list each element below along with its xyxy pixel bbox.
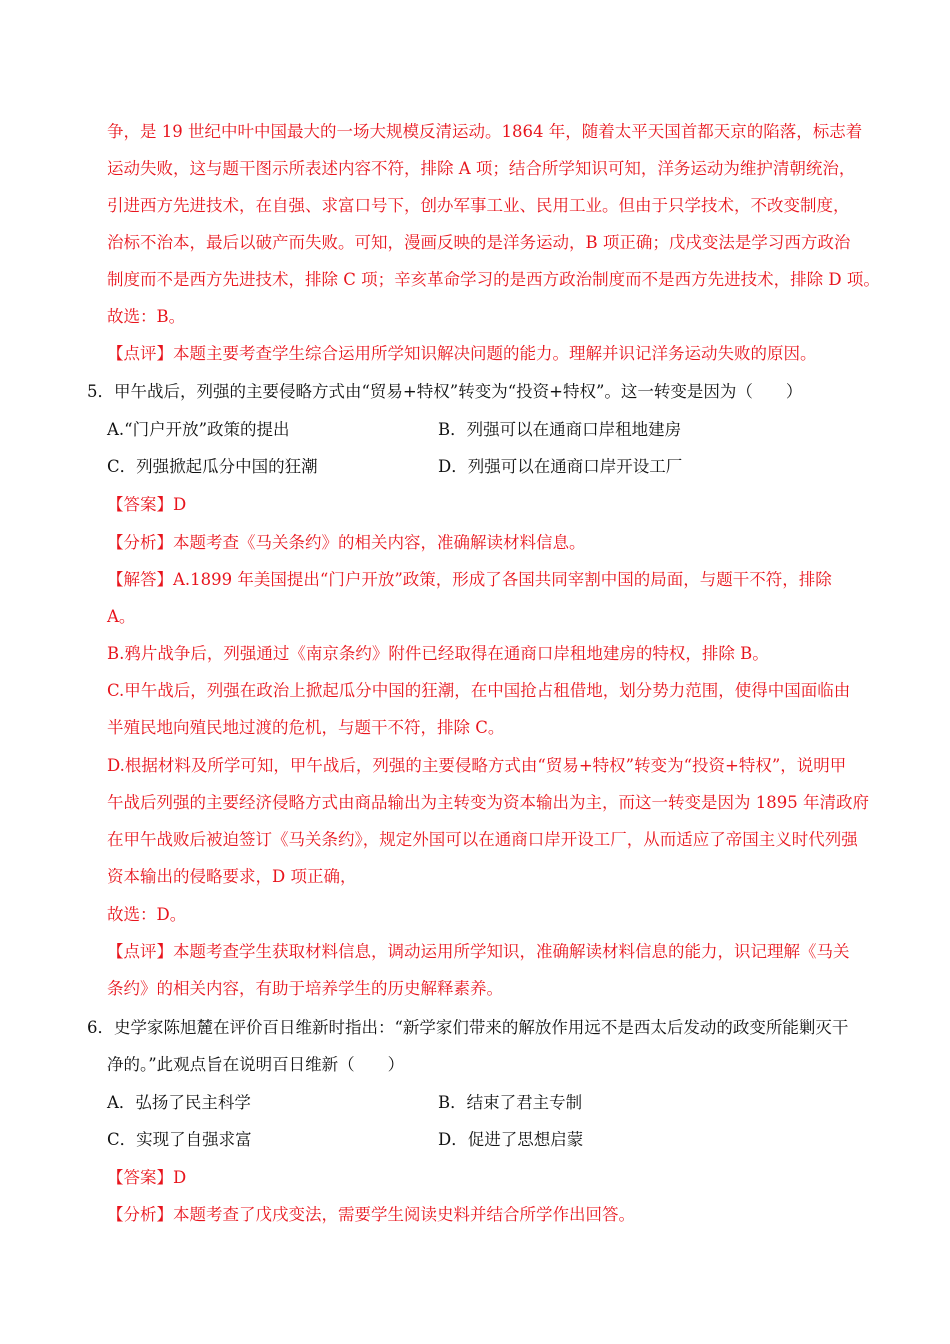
- q5-solution-line: 故选：D。: [107, 905, 187, 924]
- q5-solution-line: B.鸦片战争后，列强通过《南京条约》附件已经取得在通商口岸租地建房的特权，排除 B。: [107, 644, 769, 663]
- solution-continuation-line: 运动失败，这与题干图示所表述内容不符，排除 A 项；结合所学知识可知，洋务运动为维护清朝统治，: [107, 159, 856, 178]
- solution-continuation-line: 争，是 19 世纪中叶中国最大的一场大规模反清运动。1864 年，随着太平天国首都天京的陷落，标志着: [107, 122, 863, 141]
- q5-option-a: A.“门户开放”政策的提出: [107, 420, 290, 439]
- q5-option-c: C．列强掀起瓜分中国的狂潮: [107, 457, 318, 476]
- q5-solution-line: 资本输出的侵略要求，D 项正确，: [107, 867, 357, 886]
- q6-analysis: 【分析】本题考查了戊戌变法，需要学生阅读史料并结合所学作出回答。: [107, 1205, 635, 1224]
- q5-review-line: 条约》的相关内容，有助于培养学生的历史解释素养。: [107, 979, 503, 998]
- solution-continuation-line: 治标不治本，最后以破产而失败。可知，漫画反映的是洋务运动，B 项正确；戊戌变法是学习西方政治: [107, 233, 851, 252]
- q6-option-d: D．促进了思想启蒙: [438, 1130, 584, 1149]
- q5-solution-line: C.甲午战后，列强在政治上掀起瓜分中国的狂潮，在中国抢占租借地，划分势力范围，使得中国面临由: [107, 681, 851, 700]
- question-5-stem: 5．甲午战后，列强的主要侵略方式由“贸易+特权”转变为“投资+特权”。这一转变是因为（ ）: [87, 382, 803, 401]
- review-q4: 【点评】本题主要考查学生综合运用所学知识解决问题的能力。理解并识记洋务运动失败的原因。: [107, 344, 817, 363]
- q5-review-line: 【点评】本题考查学生获取材料信息，调动运用所学知识，准确解读材料信息的能力，识记理解《马关: [107, 942, 850, 961]
- q5-solution-line: 午战后列强的主要经济侵略方式由商品输出为主转变为资本输出为主，而这一转变是因为 1895 年清政府: [107, 793, 869, 812]
- q5-solution-line: A。: [107, 607, 136, 626]
- q6-option-c: C．实现了自强求富: [107, 1130, 252, 1149]
- q6-option-b: B．结束了君主专制: [438, 1093, 583, 1112]
- q5-option-b: B．列强可以在通商口岸租地建房: [438, 420, 682, 439]
- q6-answer: 【答案】D: [107, 1168, 187, 1187]
- question-6-stem: 净的。”此观点旨在说明百日维新（ ）: [107, 1055, 405, 1074]
- question-6-stem: 6．史学家陈旭麓在评价百日维新时指出：“新学家们带来的解放作用远不是西太后发动的政变所能剿灭干: [87, 1018, 849, 1037]
- solution-continuation-line: 故选：B。: [107, 307, 186, 326]
- q5-answer: 【答案】D: [107, 495, 187, 514]
- q5-option-d: D．列强可以在通商口岸开设工厂: [438, 457, 683, 476]
- q5-solution-line: D.根据材料及所学可知，甲午战后，列强的主要侵略方式由“贸易+特权”转变为“投资+特权”，说明甲: [107, 756, 847, 775]
- q6-option-a: A．弘扬了民主科学: [107, 1093, 251, 1112]
- q5-solution-line: 在甲午战败后被迫签订《马关条约》，规定外国可以在通商口岸开设工厂，从而适应了帝国主义时代列强: [107, 830, 858, 849]
- solution-continuation-line: 引进西方先进技术，在自强、求富口号下，创办军事工业、民用工业。但由于只学技术，不改变制度，: [107, 196, 850, 215]
- q5-analysis: 【分析】本题考查《马关条约》的相关内容，准确解读材料信息。: [107, 533, 586, 552]
- solution-continuation-line: 制度而不是西方先进技术，排除 C 项；辛亥革命学习的是西方政治制度而不是西方先进技术，排除 D 项。: [107, 270, 880, 289]
- q5-solution-line: 半殖民地向殖民地过渡的危机，与题干不符，排除 C。: [107, 718, 505, 737]
- q5-solution-line: 【解答】A.1899 年美国提出“门户开放”政策，形成了各国共同宰割中国的局面，与题干不符，排除: [107, 570, 832, 589]
